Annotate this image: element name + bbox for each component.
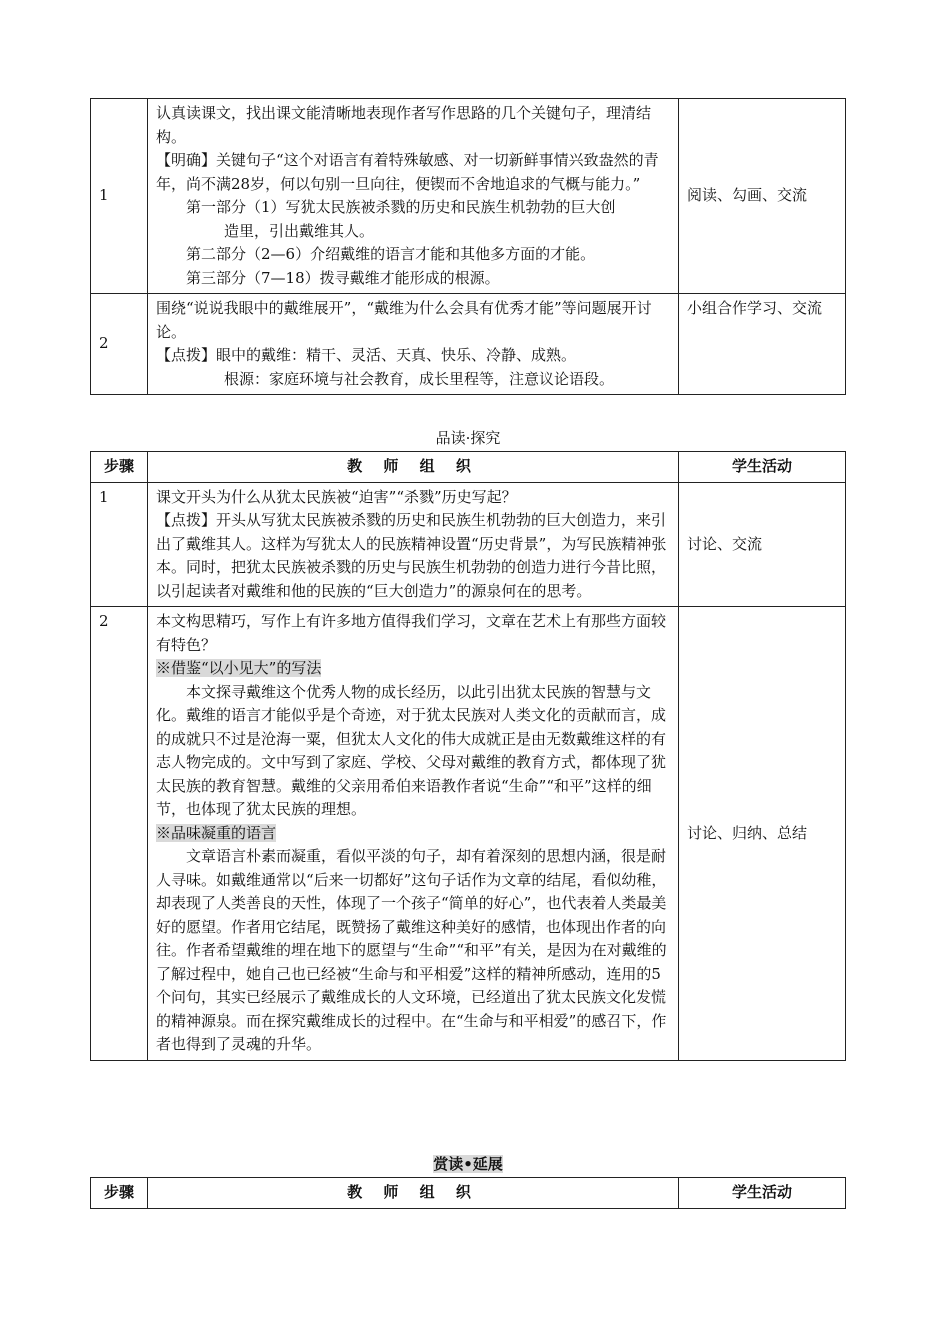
paragraph: 第二部分（2—6）介绍戴维的语言才能和其他多方面的才能。 <box>186 245 596 263</box>
column-header: 教 师 组 织 <box>148 452 679 483</box>
paragraph: 第三部分（7—18）拨寻戴维才能形成的根源。 <box>186 268 500 287</box>
table-header-row <box>91 1178 846 1209</box>
paragraph: 文章语言朴素而凝重，看似平淡的句子，却有着深刻的思想内涵，很是耐人寻味。如戴维通常以“后来一切都好”这句子话作为文章的结尾，看似幼稚，却表现了人类善良的天性，体现了一个孩子“简单的好心”，也代表着人类最美好的愿望。作者用它结尾，既赞扬了戴维这种美好的感情，也体现出作者的向往。作者希望戴维的埋在地下的愿望与“生命”“和平”有关，是因为在对戴维的了解过程中，她自己也已经被“生命与和平相爱”这样的精神所感动，连用的5个问句，其实已经展示了戴维成长的人文环境，已经道出了犹太民族文化发慌的精神源泉。而在探究戴维成长的过程中。在“生命与和平相爱”的感召下，作者也得到了灵魂的升华。 <box>156 847 667 1053</box>
table-3 <box>90 1177 846 1209</box>
table-2 <box>90 451 846 1061</box>
paragraph: 根源：家庭环境与社会教育，成长里程等，注意议论语段。 <box>224 369 615 388</box>
activity-cell: 小组合作学习、交流 <box>679 294 846 395</box>
teacher-cell <box>148 294 679 395</box>
step-cell: 1 <box>91 99 148 294</box>
column-header: 步骤 <box>91 1178 148 1209</box>
activity-cell: 讨论、归纳、总结 <box>679 607 846 1061</box>
column-header: 学生活动 <box>679 452 846 483</box>
paragraph: 课文开头为什么从犹太民族被“迫害”“杀戮”历史写起？ <box>156 487 517 506</box>
paragraph: 第一部分（1）写犹太民族被杀戮的历史和民族生机勃勃的巨大创 <box>186 198 616 216</box>
paragraph: 认真读课文，找出课文能清晰地表现作者写作思路的几个关键句子，理清结构。 <box>156 104 652 146</box>
teacher-cell <box>148 607 679 1061</box>
paragraph: 【点拨】开头从写犹太民族被杀戮的历史和民族生机勃勃的巨大创造力，来引出了戴维其人。这样为写犹太人的民族精神设置“历史背景”，为写民族精神张本。同时，把犹太民族被杀戮的历史与民族生机勃勃的创造力进行今昔比照，以引起读者对戴维和他的民族的“巨大创造力”的源泉何在的思考。 <box>156 511 667 600</box>
column-header: 步骤 <box>91 452 148 483</box>
step-cell: 2 <box>91 607 148 1061</box>
table-1 <box>90 98 846 395</box>
paragraph: 围绕“说说我眼中的戴维展开”，“戴维为什么会具有优秀才能”等问题展开讨论。 <box>156 299 652 341</box>
paragraph: 本文构思精巧，写作上有许多地方值得我们学习，文章在艺术上有那些方面较有特色？ <box>156 612 667 654</box>
teacher-cell <box>148 482 679 607</box>
activity-cell: 讨论、交流 <box>679 482 846 607</box>
activity-cell: 阅读、勾画、交流 <box>679 99 846 294</box>
table-row <box>91 99 846 294</box>
column-header: 学生活动 <box>679 1178 846 1209</box>
table-header-row <box>91 452 846 483</box>
table-row <box>91 607 846 1061</box>
step-cell: 1 <box>91 482 148 607</box>
column-header: 教 师 组 织 <box>148 1178 679 1209</box>
paragraph: 【明确】关键句子“这个对语言有着特殊敏感、对一切新鲜事情兴致盎然的青年，尚不满28岁，何以句别一旦向往，便锲而不舍地追求的气概与能力。” <box>156 151 659 193</box>
step-cell: 2 <box>91 294 148 395</box>
teacher-cell <box>148 99 679 294</box>
table-row <box>91 294 846 395</box>
subheading: ※品味凝重的语言 <box>156 823 277 842</box>
paragraph: 造里，引出戴维其人。 <box>224 221 375 240</box>
paragraph: 本文探寻戴维这个优秀人物的成长经历，以此引出犹太民族的智慧与文化。戴维的语言才能似乎是个奇迹，对于犹太民族对人类文化的贡献而言，成的成就只不过是沧海一粟，但犹太人文化的伟大成就正是由无数戴维这样的有志人物完成的。文中写到了家庭、学校、父母对戴维的教育方式，都体现了犹太民族的教育智慧。戴维的父亲用希伯来语教作者说“生命”“和平”这样的细节，也体现了犹太民族的理想。 <box>156 682 667 818</box>
subheading: ※借鉴“以小见大”的写法 <box>156 659 322 677</box>
section-title: 品读·探究 <box>435 429 501 447</box>
table-row <box>91 482 846 607</box>
paragraph: 【点拨】眼中的戴维：精干、灵活、天真、快乐、冷静、成熟。 <box>156 346 577 364</box>
section-title: 赏读•延展 <box>433 1155 503 1173</box>
